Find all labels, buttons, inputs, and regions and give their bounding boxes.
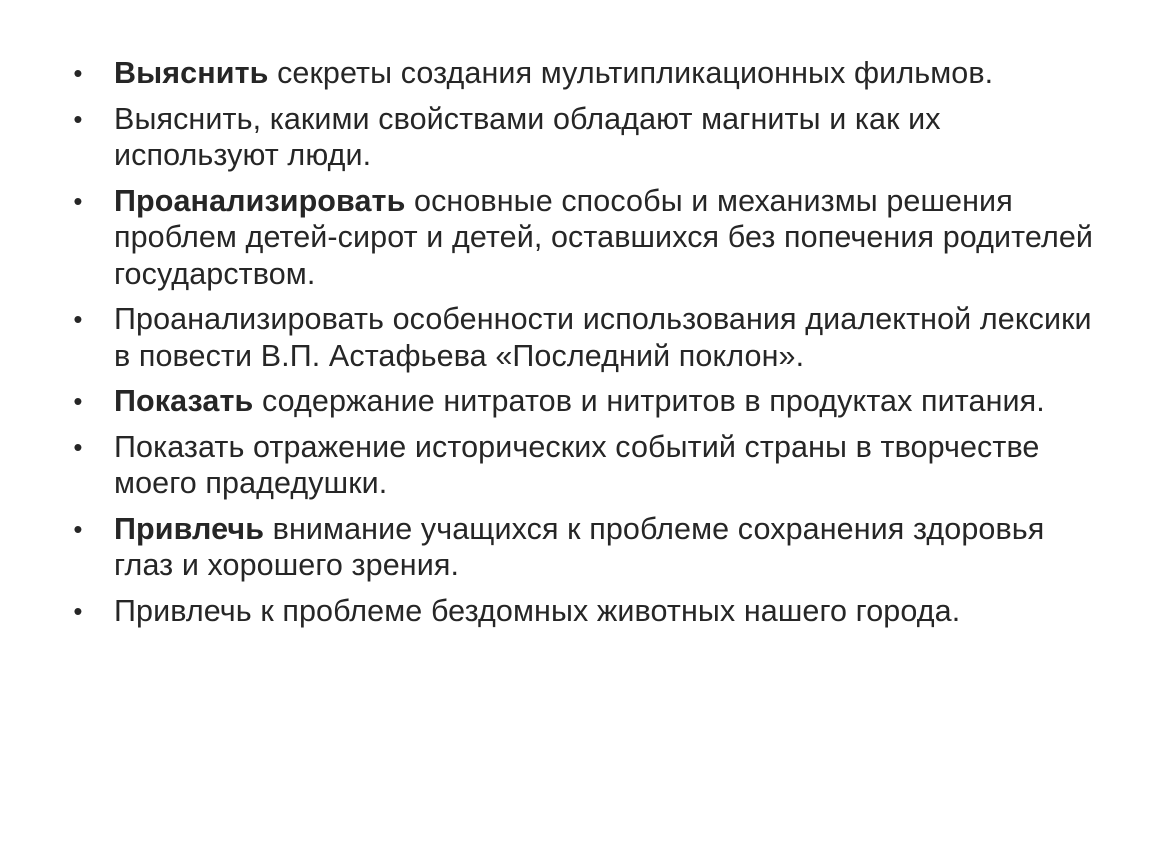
bullet-icon: •: [73, 185, 83, 216]
list-item: [68, 429, 1108, 502]
bullet-list: [68, 55, 1108, 638]
bullet-icon: •: [73, 431, 83, 462]
item-text: основные способы и механизмы решения проблем детей-сирот и детей, оставшихся без попечения родителей государством.: [114, 183, 1094, 291]
item-bold-text: Показать: [114, 384, 254, 418]
item-text: Привлечь к проблеме бездомных животных нашего города.: [114, 593, 961, 628]
bullet-icon: •: [73, 304, 83, 334]
item-bold-text: Выяснить: [114, 56, 269, 90]
bullet-icon: •: [73, 58, 83, 88]
item-text: содержание нитратов и нитритов в продуктах питания.: [253, 384, 1045, 418]
list-item: [68, 101, 1108, 174]
bullet-icon: •: [73, 595, 83, 626]
item-text: Выяснить, какими свойствами обладают магниты и как их используют люди.: [114, 101, 941, 172]
item-text: внимание учащихся к проблеме сохранения здоровья глаз и хорошего зрения.: [114, 511, 1045, 582]
list-item: [68, 593, 1108, 630]
bullet-icon: •: [73, 103, 83, 134]
item-bold-text: Привлечь: [114, 511, 265, 546]
list-item: [68, 383, 1108, 420]
list-item: [68, 55, 1108, 92]
list-item: [68, 511, 1108, 584]
item-text: секреты создания мультипликационных фильмов.: [268, 56, 994, 90]
item-text: Проанализировать особенности использования диалектной лексики в повести В.П. Астафьева «Последний поклон».: [114, 302, 1092, 373]
item-bold-text: Проанализировать: [114, 183, 406, 218]
bullet-icon: •: [73, 513, 83, 544]
bullet-icon: •: [73, 386, 83, 416]
item-text: Показать отражение исторических событий страны в творчестве моего прадедушки.: [114, 429, 1040, 500]
list-item: [68, 183, 1108, 293]
list-item: [68, 301, 1108, 374]
